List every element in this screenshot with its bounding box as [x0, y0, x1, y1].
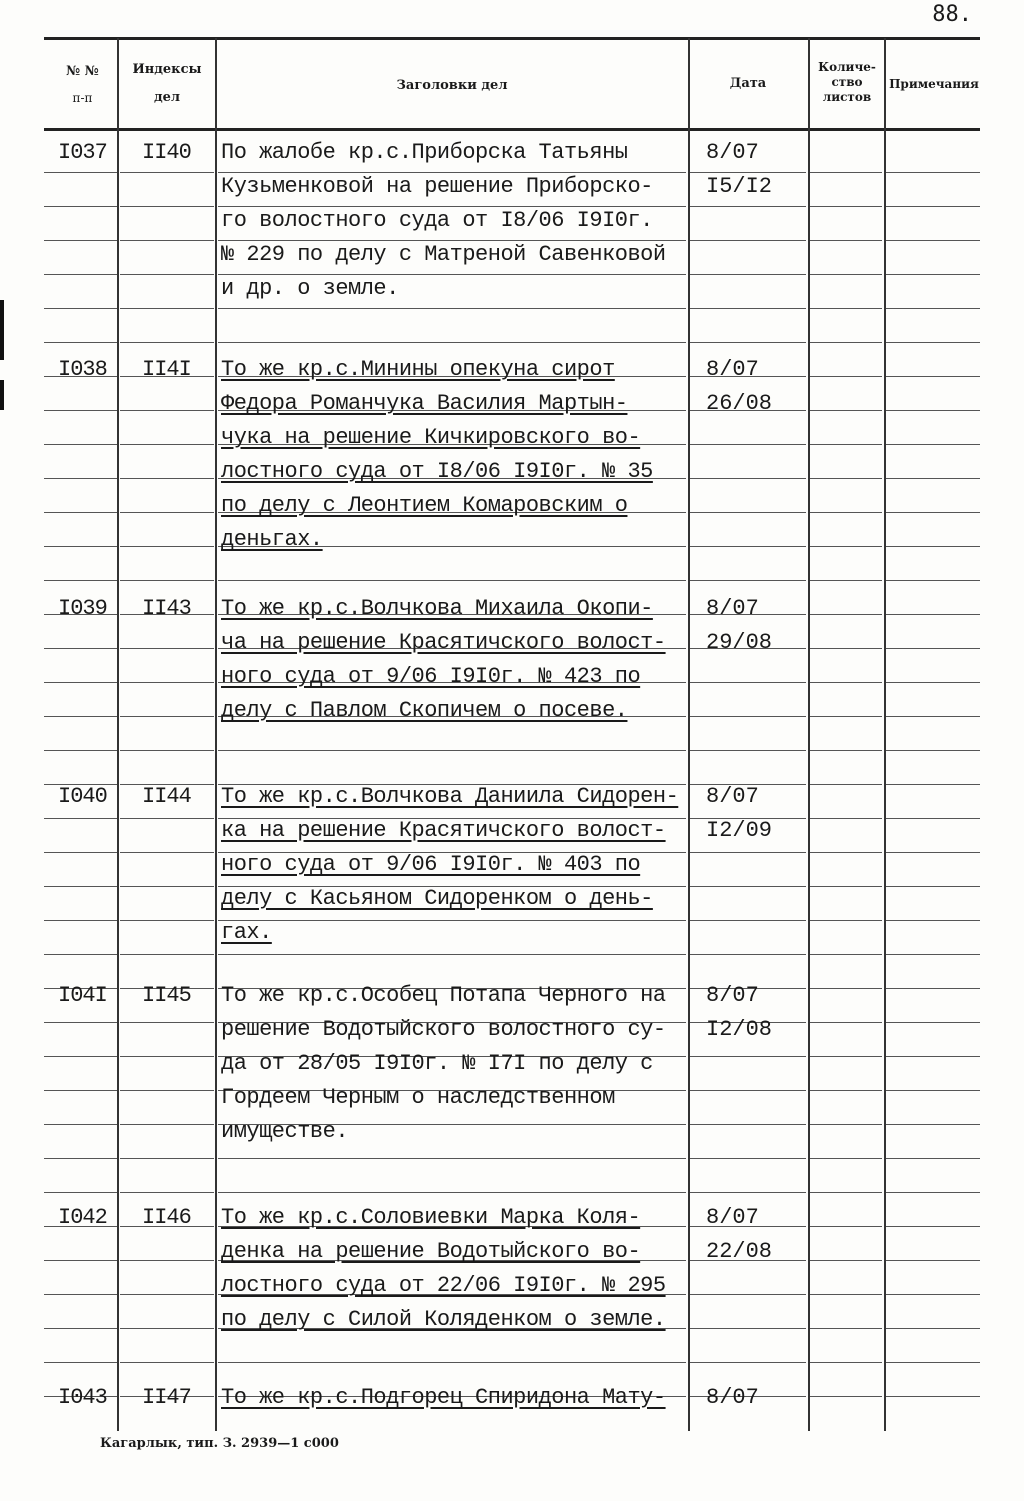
- col-divider: [884, 38, 886, 1431]
- ruled-line: [120, 410, 214, 411]
- ruled-line: [810, 682, 882, 683]
- ruled-line: [218, 580, 686, 581]
- entry-title-line: Кузьменковой на решение Приборско-: [221, 174, 653, 199]
- ruled-line: [120, 852, 214, 853]
- ruled-line: [810, 716, 882, 717]
- ruled-line: [120, 342, 214, 343]
- ruled-line: [690, 342, 806, 343]
- ruled-line: [810, 920, 882, 921]
- ruled-line: [120, 580, 214, 581]
- ruled-line: [120, 818, 214, 819]
- entry-date: 22/08: [706, 1239, 773, 1264]
- ruled-line: [44, 546, 117, 547]
- ruled-line: [44, 818, 117, 819]
- ruled-line: [886, 682, 980, 683]
- ruled-line: [690, 920, 806, 921]
- entry-date: 8/07: [706, 784, 759, 809]
- ruled-line: [810, 1396, 882, 1397]
- ruled-line: [120, 648, 214, 649]
- ruled-line: [690, 1362, 806, 1363]
- entry-index: II4I: [142, 357, 191, 382]
- header-count-3: листов: [822, 90, 872, 104]
- ruled-line: [218, 1362, 686, 1363]
- entry-title-line: По жалобе кр.с.Приборска Татьяны: [221, 140, 628, 165]
- entry-date: 8/07: [706, 140, 759, 165]
- ruled-line: [690, 240, 806, 241]
- ruled-line: [690, 716, 806, 717]
- ruled-line: [886, 784, 980, 785]
- ruled-line: [810, 206, 882, 207]
- entry-title-line: деньгах.: [221, 527, 323, 552]
- ruled-line: [886, 410, 980, 411]
- ruled-line: [218, 308, 686, 309]
- ruled-line: [44, 682, 117, 683]
- entry-number: I039: [58, 596, 107, 621]
- ruled-line: [886, 648, 980, 649]
- header-title: Заголовки дел: [396, 78, 508, 93]
- ruled-line: [886, 580, 980, 581]
- col-divider: [688, 38, 690, 1431]
- ruled-line: [690, 750, 806, 751]
- ruled-line: [44, 750, 117, 751]
- ruled-line: [810, 648, 882, 649]
- ruled-line: [120, 1328, 214, 1329]
- ruled-line: [886, 444, 980, 445]
- col-divider: [117, 38, 119, 1431]
- entry-title-line: гах.: [221, 920, 272, 945]
- printer-footer: Кагарлык, тип. З. 2939—1 с000: [100, 1436, 339, 1451]
- ruled-line: [886, 274, 980, 275]
- ruled-line: [810, 614, 882, 615]
- ruled-line: [810, 1192, 882, 1193]
- ruled-line: [886, 1260, 980, 1261]
- ruled-line: [810, 886, 882, 887]
- ruled-line: [690, 274, 806, 275]
- ruled-line: [218, 274, 686, 275]
- header-bottom-border: [44, 128, 980, 131]
- ruled-line: [886, 1328, 980, 1329]
- ruled-line: [44, 274, 117, 275]
- entry-index: II40: [142, 140, 191, 165]
- ruled-line: [44, 1022, 117, 1023]
- ruled-line: [690, 1056, 806, 1057]
- entry-title-line: да от 28/05 I9I0г. № I7I по делу с: [221, 1051, 653, 1076]
- ruled-line: [218, 342, 686, 343]
- entry-title-line: денка на решение Водотыйского во-: [221, 1239, 641, 1264]
- header-num-label: № №: [66, 64, 99, 79]
- ruled-line: [120, 920, 214, 921]
- ruled-line: [886, 1362, 980, 1363]
- ruled-line: [886, 1226, 980, 1227]
- ruled-line: [218, 1192, 686, 1193]
- ruled-line: [218, 240, 686, 241]
- scan-edge-mark: [0, 300, 4, 360]
- entry-title-line: го волостного суда от I8/06 I9I0г.: [221, 208, 653, 233]
- ruled-line: [120, 1260, 214, 1261]
- ruled-line: [690, 172, 806, 173]
- ruled-line: [886, 546, 980, 547]
- entry-title-line: Гордеем Черным о наследственном: [221, 1085, 615, 1110]
- ruled-line: [120, 1294, 214, 1295]
- header-notes: Примечания: [889, 77, 979, 91]
- ruled-line: [120, 512, 214, 513]
- ruled-line: [44, 240, 117, 241]
- ruled-line: [690, 1328, 806, 1329]
- entry-number: I040: [58, 784, 107, 809]
- ruled-line: [886, 750, 980, 751]
- header-date: Дата: [729, 76, 767, 91]
- ruled-line: [810, 376, 882, 377]
- ruled-line: [886, 614, 980, 615]
- ruled-line: [886, 1056, 980, 1057]
- ruled-line: [690, 886, 806, 887]
- ruled-line: [886, 716, 980, 717]
- entry-number: I04I: [58, 983, 107, 1008]
- ruled-line: [886, 852, 980, 853]
- page-number: 88.: [932, 2, 972, 27]
- entry-title-line: ного суда от 9/06 I9I0г. № 423 по: [221, 664, 641, 689]
- ruled-line: [886, 308, 980, 309]
- scan-edge-mark: [0, 380, 4, 410]
- ruled-line: [120, 954, 214, 955]
- ruled-line: [120, 478, 214, 479]
- ruled-line: [690, 1158, 806, 1159]
- ruled-line: [120, 1056, 214, 1057]
- ruled-line: [44, 954, 117, 955]
- header-index: [120, 62, 214, 106]
- ruled-line: [218, 920, 686, 921]
- entry-date: 8/07: [706, 983, 759, 1008]
- entry-title-line: Федора Романчука Василия Мартын-: [221, 391, 628, 416]
- ruled-line: [44, 444, 117, 445]
- entry-date: I2/09: [706, 818, 773, 843]
- ruled-line: [120, 444, 214, 445]
- ruled-line: [886, 1090, 980, 1091]
- ruled-line: [810, 342, 882, 343]
- ruled-line: [810, 1090, 882, 1091]
- ruled-line: [810, 988, 882, 989]
- ruled-line: [810, 1158, 882, 1159]
- entry-number: I038: [58, 357, 107, 382]
- ruled-line: [690, 444, 806, 445]
- entry-date: 8/07: [706, 596, 759, 621]
- ruled-line: [886, 954, 980, 955]
- ruled-line: [810, 784, 882, 785]
- ruled-line: [44, 1124, 117, 1125]
- ruled-line: [886, 376, 980, 377]
- ruled-line: [810, 1124, 882, 1125]
- entry-index: II46: [142, 1205, 191, 1230]
- entry-title-line: ного суда от 9/06 I9I0г. № 403 по: [221, 852, 641, 877]
- ruled-line: [690, 512, 806, 513]
- entry-title-line: То же кр.с.Подгорец Спиридона Мату-: [221, 1385, 666, 1410]
- ruled-line: [886, 1158, 980, 1159]
- ruled-line: [810, 172, 882, 173]
- entry-date: 29/08: [706, 630, 773, 655]
- ruled-line: [810, 1362, 882, 1363]
- ruled-line: [44, 920, 117, 921]
- entry-title-line: лостного суда от 22/06 I9I0г. № 295: [221, 1273, 666, 1298]
- ruled-line: [810, 750, 882, 751]
- ruled-line: [44, 308, 117, 309]
- entry-index: II44: [142, 784, 191, 809]
- header-count-2: ство: [831, 75, 863, 89]
- col-divider: [215, 38, 217, 1431]
- ruled-line: [44, 716, 117, 717]
- ruled-line: [886, 1294, 980, 1295]
- ruled-line: [886, 1124, 980, 1125]
- ruled-line: [886, 818, 980, 819]
- ruled-line: [886, 1396, 980, 1397]
- ruled-line: [44, 172, 117, 173]
- entry-index: II43: [142, 596, 191, 621]
- ruled-line: [810, 954, 882, 955]
- ruled-line: [44, 410, 117, 411]
- entry-number: I043: [58, 1385, 107, 1410]
- entry-title-line: по делу с Леонтием Комаровским о: [221, 493, 628, 518]
- entry-title-line: имуществе.: [221, 1119, 349, 1144]
- ruled-line: [690, 682, 806, 683]
- ruled-line: [810, 580, 882, 581]
- ruled-line: [44, 886, 117, 887]
- ruled-line: [44, 1090, 117, 1091]
- ruled-line: [690, 478, 806, 479]
- ruled-line: [810, 852, 882, 853]
- ruled-line: [810, 1260, 882, 1261]
- ruled-line: [810, 410, 882, 411]
- ruled-line: [218, 1158, 686, 1159]
- header-num-sub: п-п: [72, 91, 93, 105]
- entry-title-line: То же кр.с.Волчкова Михаила Окопи-: [221, 596, 653, 621]
- ruled-line: [810, 818, 882, 819]
- entry-title-line: То же кр.с.Особец Потапа Черного на: [221, 983, 666, 1008]
- ruled-line: [44, 206, 117, 207]
- ruled-line: [886, 988, 980, 989]
- ruled-line: [44, 478, 117, 479]
- entry-date: 26/08: [706, 391, 773, 416]
- ruled-line: [120, 172, 214, 173]
- table-top-border: [44, 37, 980, 40]
- entry-title-line: лостного суда от I8/06 I9I0г. № 35: [221, 459, 653, 484]
- entry-index: II45: [142, 983, 191, 1008]
- ruled-line: [810, 546, 882, 547]
- entry-date: 8/07: [706, 1385, 759, 1410]
- entry-number: I037: [58, 140, 107, 165]
- ruled-line: [44, 580, 117, 581]
- ruled-line: [44, 342, 117, 343]
- ruled-line: [120, 1158, 214, 1159]
- ruled-line: [886, 172, 980, 173]
- entry-number: I042: [58, 1205, 107, 1230]
- ruled-line: [44, 1328, 117, 1329]
- entry-date: 8/07: [706, 357, 759, 382]
- ruled-line: [690, 1294, 806, 1295]
- ruled-line: [886, 1192, 980, 1193]
- ruled-line: [886, 920, 980, 921]
- ruled-line: [810, 512, 882, 513]
- ruled-line: [886, 1022, 980, 1023]
- ruled-line: [218, 172, 686, 173]
- entry-date: I5/I2: [706, 174, 773, 199]
- ruled-line: [810, 478, 882, 479]
- ruled-line: [44, 1362, 117, 1363]
- ruled-line: [120, 886, 214, 887]
- ruled-line: [120, 1362, 214, 1363]
- ruled-line: [120, 1022, 214, 1023]
- ruled-line: [44, 1294, 117, 1295]
- ruled-line: [120, 240, 214, 241]
- ruled-line: [690, 1124, 806, 1125]
- header-index-sub: дел: [153, 90, 181, 105]
- ruled-line: [886, 206, 980, 207]
- ruled-line: [810, 1328, 882, 1329]
- ruled-line: [810, 444, 882, 445]
- entry-title-line: делу с Касьяном Сидоренком о день-: [221, 886, 653, 911]
- header-num: [50, 64, 115, 106]
- entry-title-line: решение Водотыйского волостного су-: [221, 1017, 666, 1042]
- ruled-line: [690, 580, 806, 581]
- ruled-line: [690, 1090, 806, 1091]
- ruled-line: [690, 1192, 806, 1193]
- ruled-line: [218, 206, 686, 207]
- entry-title-line: делу с Павлом Скопичем о посеве.: [221, 698, 628, 723]
- ruled-line: [690, 546, 806, 547]
- entry-title-line: ка на решение Красятичского волост-: [221, 818, 666, 843]
- ruled-line: [120, 206, 214, 207]
- entry-index: II47: [142, 1385, 191, 1410]
- header-count-1: Количе-: [818, 60, 876, 74]
- ruled-line: [120, 716, 214, 717]
- entry-title-line: То же кр.с.Минины опекуна сирот: [221, 357, 615, 382]
- ruled-line: [218, 954, 686, 955]
- ruled-line: [886, 478, 980, 479]
- ruled-line: [886, 342, 980, 343]
- ruled-line: [120, 1124, 214, 1125]
- ruled-line: [44, 852, 117, 853]
- ruled-line: [120, 1192, 214, 1193]
- ruled-line: [886, 886, 980, 887]
- ruled-line: [44, 1056, 117, 1057]
- ruled-line: [810, 308, 882, 309]
- ruled-line: [44, 1260, 117, 1261]
- header-index-label: Индексы: [132, 62, 202, 77]
- ruled-line: [690, 206, 806, 207]
- ruled-line: [120, 750, 214, 751]
- ruled-line: [218, 750, 686, 751]
- ruled-line: [44, 1192, 117, 1193]
- ruled-line: [44, 512, 117, 513]
- ruled-line: [690, 852, 806, 853]
- ruled-line: [810, 1022, 882, 1023]
- ruled-line: [120, 308, 214, 309]
- col-divider: [808, 38, 810, 1431]
- ruled-line: [690, 308, 806, 309]
- ruled-line: [886, 512, 980, 513]
- ruled-line: [44, 648, 117, 649]
- entry-date: 8/07: [706, 1205, 759, 1230]
- entry-title-line: чука на решение Кичкировского во-: [221, 425, 641, 450]
- ruled-line: [810, 1226, 882, 1227]
- header-count: [810, 60, 884, 105]
- ruled-line: [810, 274, 882, 275]
- ruled-line: [690, 954, 806, 955]
- ruled-line: [44, 1158, 117, 1159]
- ruled-line: [120, 274, 214, 275]
- entry-title-line: по делу с Силой Коляденком о земле.: [221, 1307, 666, 1332]
- ruled-line: [120, 1090, 214, 1091]
- ruled-line: [120, 546, 214, 547]
- entry-title-line: и др. о земле.: [221, 276, 399, 301]
- ruled-line: [810, 240, 882, 241]
- entry-title-line: ча на решение Красятичского волост-: [221, 630, 666, 655]
- entry-title-line: То же кр.с.Волчкова Даниила Сидорен-: [221, 784, 679, 809]
- entry-title-line: То же кр.с.Соловиевки Марка Коля-: [221, 1205, 641, 1230]
- entry-title-line: № 229 по делу с Матреной Савенковой: [221, 242, 666, 267]
- ruled-line: [810, 1056, 882, 1057]
- ruled-line: [886, 240, 980, 241]
- ruled-line: [810, 1294, 882, 1295]
- ruled-line: [120, 682, 214, 683]
- entry-date: I2/08: [706, 1017, 773, 1042]
